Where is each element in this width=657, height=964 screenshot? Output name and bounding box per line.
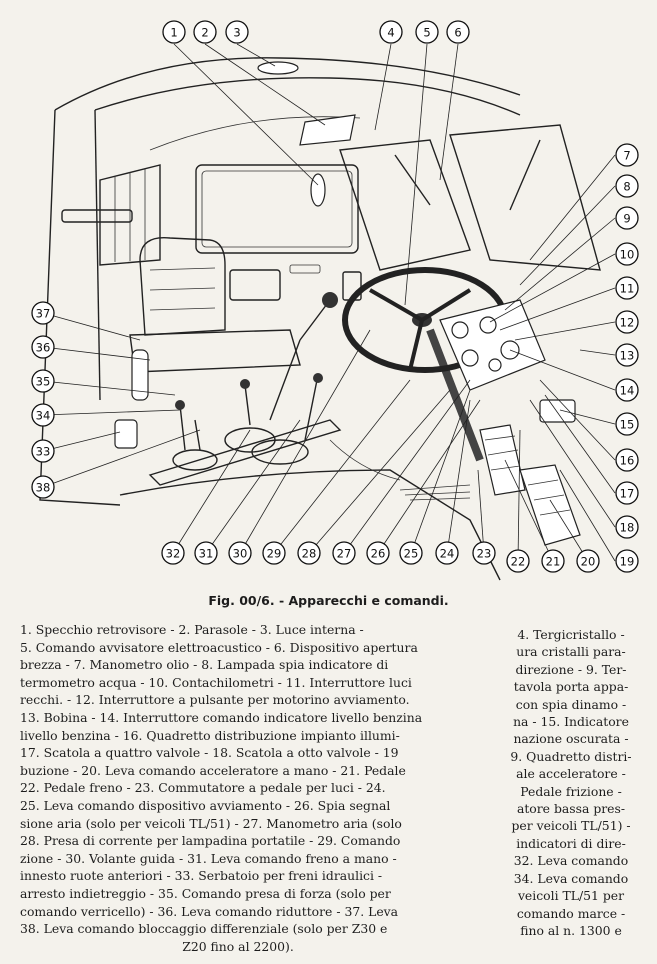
callout-number: 8	[623, 179, 631, 194]
legend-line: livello benzina - 16. Quadretto distribuzione impianto illumi-	[20, 727, 400, 743]
callout-11	[616, 277, 638, 299]
legend-line: comando verricello) - 36. Leva comando riduttore - 37. Leva	[20, 903, 399, 919]
callout-10	[616, 243, 638, 265]
callout-number: 14	[619, 383, 635, 398]
legend-line: 13. Bobina - 14. Interruttore comando indicatore livello benzina	[20, 709, 423, 725]
callout-number: 31	[198, 546, 214, 561]
callout-7	[616, 144, 638, 166]
legend-line: 1. Specchio retrovisore - 2. Parasole - 3. Luce interna -	[20, 622, 364, 637]
legend-line: 22. Pedale freno - 23. Commutatore a pedale per luci - 24.	[20, 780, 386, 796]
callout-29	[263, 542, 285, 564]
callout-number: 3	[233, 25, 241, 40]
legend-line: 38. Leva comando bloccaggio differenziale (solo per Z30 e	[20, 921, 388, 937]
legend-side-line: 4. Tergicristallo -	[517, 627, 625, 642]
callout-number: 7	[623, 148, 631, 163]
legend-side-line: veicoli TL/51 per	[517, 888, 625, 904]
callout-number: 16	[619, 453, 635, 468]
callout-number: 13	[619, 348, 635, 363]
legend-line: zione - 30. Volante guida - 31. Leva comando freno a mano -	[20, 850, 397, 866]
legend-side-line: atore bassa pres-	[516, 801, 626, 817]
callout-21	[542, 550, 564, 572]
legend-side-line: 32. Leva comando	[513, 853, 629, 869]
callout-37	[32, 302, 54, 324]
legend-line: 5. Comando avvisatore elettroacustico - 6. Dispositivo apertura	[20, 639, 418, 655]
callout-1	[163, 21, 185, 43]
callout-3	[226, 21, 248, 43]
legend-side-line: indicatori di dire-	[516, 835, 626, 851]
legend-side-line: comando marce -	[516, 905, 626, 921]
callout-27	[333, 542, 355, 564]
callout-19	[616, 550, 638, 572]
cab-drawing	[40, 58, 600, 580]
callout-number: 37	[35, 306, 51, 321]
callout-number: 23	[476, 546, 492, 561]
figure-caption: Fig. 00/6. - Apparecchi e comandi.	[208, 593, 449, 608]
callout-5	[416, 21, 438, 43]
callout-8	[616, 175, 638, 197]
legend-line: arresto indietreggio - 35. Comando presa di forza (solo per	[20, 885, 391, 901]
legend-line: 17. Scatola a quattro valvole - 18. Scatola a otto valvole - 19	[20, 745, 399, 761]
callout-number: 32	[165, 546, 181, 561]
callout-number: 18	[619, 520, 635, 535]
callout-9	[616, 207, 638, 229]
legend-line: termometro acqua - 10. Contachilometri - 11. Interruttore luci	[20, 674, 412, 690]
callout-number: 9	[623, 211, 631, 226]
callout-number: 34	[35, 408, 51, 423]
callout-2	[194, 21, 216, 43]
callout-number: 19	[619, 554, 635, 569]
callout-number: 2	[201, 25, 209, 40]
callout-28	[298, 542, 320, 564]
legend-side-line: nazione oscurata -	[513, 731, 629, 747]
callout-20	[577, 550, 599, 572]
callout-number: 29	[266, 546, 282, 561]
legend-line: 25. Leva comando dispositivo avviamento - 26. Spia segnal	[20, 797, 391, 813]
callout-number: 5	[423, 25, 431, 40]
legend-side-text	[495, 626, 647, 939]
callout-number: 30	[232, 546, 248, 561]
legend-side-line: 9. Quadretto distri-	[510, 748, 632, 764]
callout-number: 27	[336, 546, 352, 561]
legend-side-line: 34. Leva comando	[513, 870, 629, 886]
callout-number: 21	[545, 554, 561, 569]
callout-number: 28	[301, 546, 317, 561]
legend-line: brezza - 7. Manometro olio - 8. Lampada spia indicatore di	[20, 657, 389, 673]
legend-line: innesto ruote anteriori - 33. Serbatoio per freni idraulici -	[20, 868, 383, 884]
callout-number: 12	[619, 315, 635, 330]
callout-number: 1	[170, 25, 178, 40]
callout-number: 10	[619, 247, 635, 262]
callout-15	[616, 413, 638, 435]
callout-33	[32, 440, 54, 462]
callout-31	[195, 542, 217, 564]
callout-24	[436, 542, 458, 564]
legend-side-line: na - 15. Indicatore	[513, 714, 629, 730]
callout-number: 38	[35, 480, 51, 495]
legend-side-line: tavola porta appa-	[513, 679, 629, 695]
callout-35	[32, 370, 54, 392]
callout-26	[367, 542, 389, 564]
callout-36	[32, 336, 54, 358]
callout-25	[400, 542, 422, 564]
callout-22	[507, 550, 529, 572]
callout-number: 35	[35, 374, 51, 389]
legend-line: buzione - 20. Leva comando acceleratore a mano - 21. Pedale	[20, 762, 406, 778]
legend-side-line: ura cristalli para-	[516, 644, 626, 660]
callout-14	[616, 379, 638, 401]
legend-side-line: direzione - 9. Ter-	[515, 661, 627, 677]
callout-number: 6	[454, 25, 462, 40]
callout-number: 11	[619, 281, 635, 296]
legend-side-line: Pedale frizione -	[520, 783, 622, 799]
callout-12	[616, 311, 638, 333]
callout-4	[380, 21, 402, 43]
legend-side-line: fino al n. 1300 e	[520, 922, 622, 938]
callout-number: 15	[619, 417, 635, 432]
legend-side-line: con spia dinamo -	[515, 696, 627, 712]
callout-number: 25	[403, 546, 419, 561]
callout-38	[32, 476, 54, 498]
callout-18	[616, 516, 638, 538]
legend-line: sione aria (solo per veicoli TL/51) - 27. Manometro aria (solo	[20, 815, 402, 831]
callout-number: 17	[619, 486, 635, 501]
legend-main-text	[20, 621, 496, 955]
legend-line: Z20 fino al 2200).	[182, 938, 294, 954]
callout-30	[229, 542, 251, 564]
callout-number: 20	[580, 554, 596, 569]
callout-number: 36	[35, 340, 51, 355]
callout-number: 33	[35, 444, 51, 459]
callout-number: 4	[387, 25, 395, 40]
callout-23	[473, 542, 495, 564]
legend-line: recchi. - 12. Interruttore a pulsante per motorino avviamento.	[20, 692, 410, 708]
callout-13	[616, 344, 638, 366]
callout-number: 24	[439, 546, 455, 561]
callout-6	[447, 21, 469, 43]
legend-side-line: ale acceleratore -	[516, 766, 626, 782]
callout-number: 26	[370, 546, 386, 561]
legend-side-line: per veicoli TL/51) -	[511, 818, 631, 834]
legend-line: 28. Presa di corrente per lampadina portatile - 29. Comando	[20, 833, 401, 849]
callout-number: 22	[510, 554, 526, 569]
callout-16	[616, 449, 638, 471]
callout-34	[32, 404, 54, 426]
callout-17	[616, 482, 638, 504]
callout-32	[162, 542, 184, 564]
